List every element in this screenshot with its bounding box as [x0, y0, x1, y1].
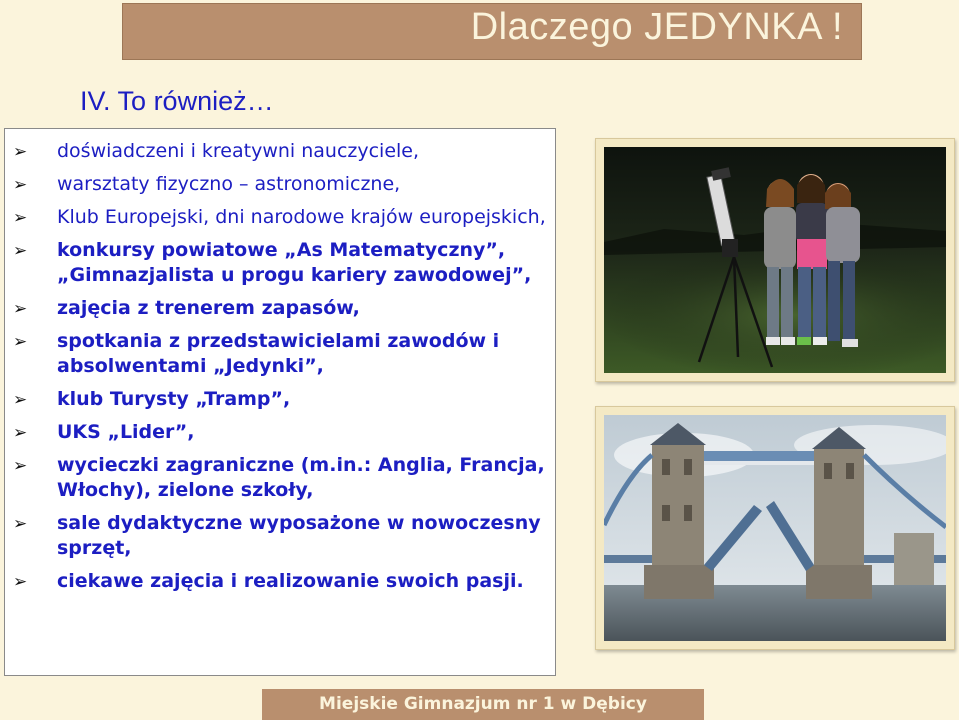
arrow-bullet-icon: ➢: [13, 175, 28, 195]
arrow-bullet-icon: ➢: [13, 332, 28, 352]
telescope-photo-frame: [595, 138, 955, 382]
arrow-bullet-icon: ➢: [13, 208, 28, 228]
section-heading: IV. To również…: [80, 86, 274, 116]
list-item: ➢ sale dydaktyczne wyposażone w nowoczesny sprzęt,: [13, 512, 541, 559]
arrow-bullet-icon: ➢: [13, 514, 28, 534]
arrow-bullet-icon: ➢: [13, 142, 28, 162]
arrow-bullet-icon: ➢: [13, 423, 28, 443]
list-item: ➢ wycieczki zagraniczne (m.in.: Anglia, Francja, Włochy), zielone szkoły,: [13, 454, 545, 501]
arrow-bullet-icon: ➢: [13, 241, 28, 261]
list-item: ➢ klub Turysty „Tramp”,: [5, 387, 555, 412]
footer-school-name: Miejskie Gimnazjum nr 1 w Dębicy: [319, 694, 647, 714]
arrow-bullet-icon: ➢: [13, 572, 28, 592]
arrow-bullet-icon: ➢: [13, 390, 28, 410]
list-item: ➢ UKS „Lider”,: [5, 420, 555, 445]
features-list-box: [4, 128, 556, 676]
tower-bridge-photo: [604, 415, 946, 641]
list-item: ➢ ciekawe zajęcia i realizowanie swoich pasji.: [5, 569, 555, 594]
list-item: ➢ Klub Europejski, dni narodowe krajów europejskich,: [5, 205, 555, 230]
bridge-photo-frame: [595, 406, 955, 650]
arrow-bullet-icon: ➢: [13, 456, 28, 476]
title-bar: [122, 3, 862, 60]
features-list: [5, 129, 555, 594]
arrow-bullet-icon: ➢: [13, 299, 28, 319]
list-item: ➢ zajęcia z trenerem zapasów,: [5, 296, 555, 321]
footer-bar: [262, 689, 704, 720]
list-item: ➢ spotkania z przedstawicielami zawodów i absolwentami „Jedynki”,: [13, 330, 500, 377]
list-item: ➢ warsztaty fizyczno – astronomiczne,: [5, 172, 555, 197]
page-title: Dlaczego JEDYNKA !: [470, 6, 843, 48]
list-item: ➢ konkursy powiatowe „As Matematyczny”, „Gimnazjalista u progu kariery zawodowej”,: [13, 239, 532, 286]
telescope-girls-photo: [604, 147, 946, 373]
list-item: ➢ doświadczeni i kreatywni nauczyciele,: [5, 139, 555, 164]
